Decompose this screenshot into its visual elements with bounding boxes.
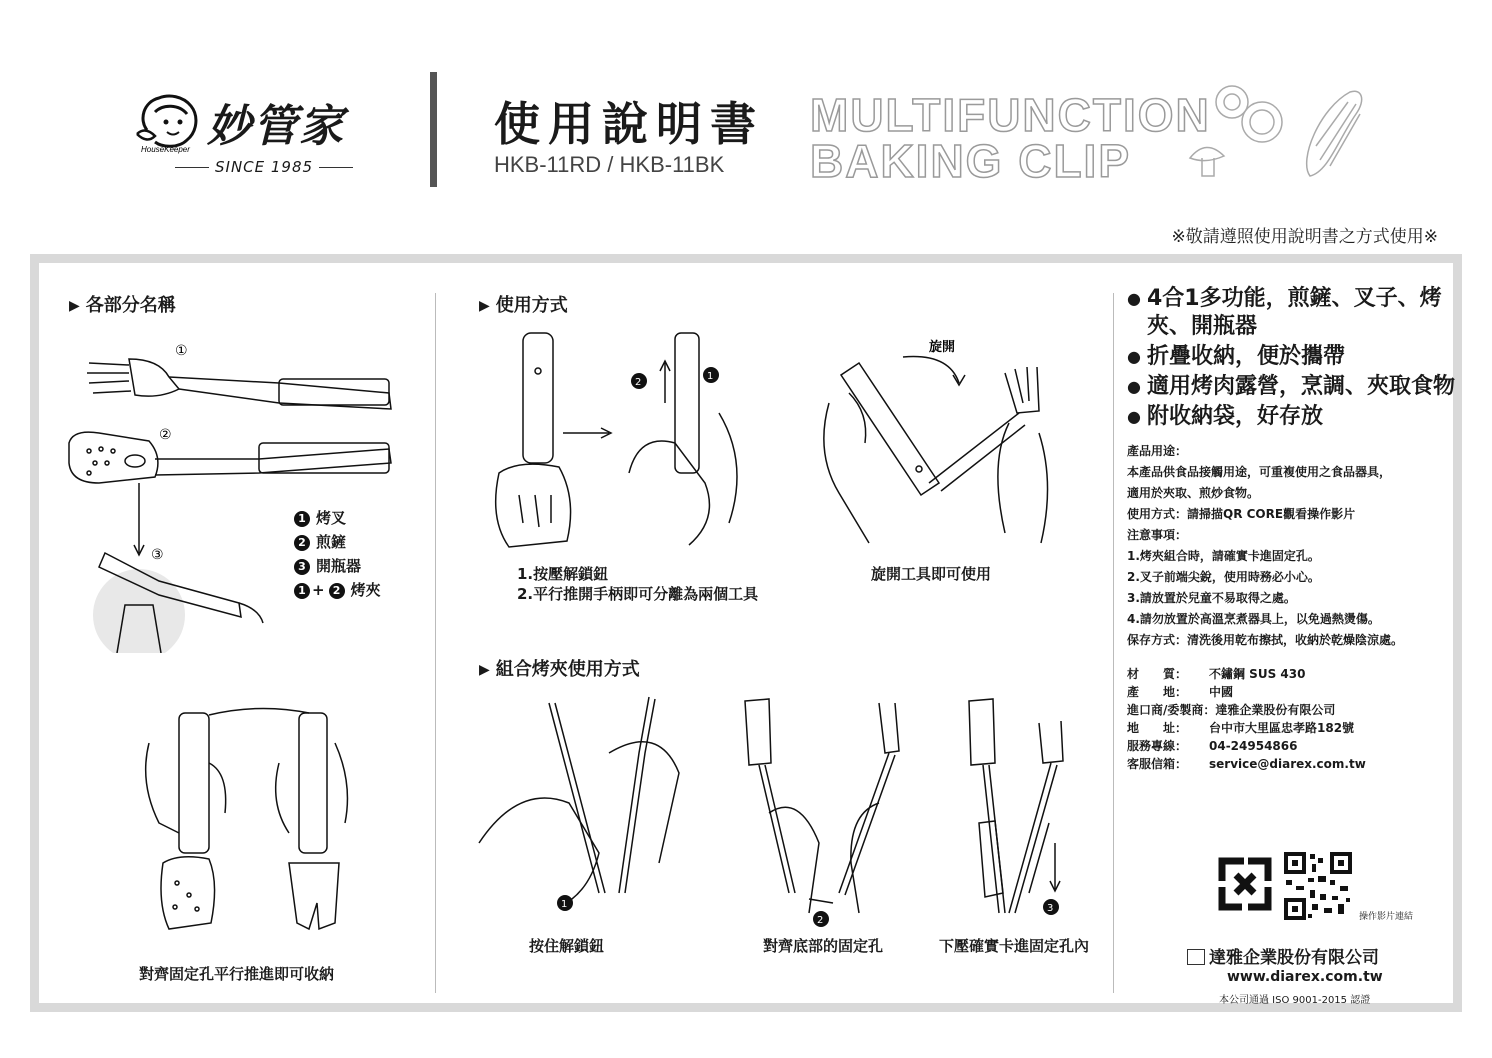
align-hole-caption: 對齊底部的固定孔 <box>763 937 884 955</box>
product-name-en <box>810 89 1211 187</box>
hold-unlock-caption: 按住解鎖鈕 <box>529 937 605 955</box>
column-divider-left <box>435 293 436 993</box>
feature-item: ● 適用烤肉露營，烹調、夾取食物 <box>1127 373 1457 401</box>
info-line: 2.叉子前端尖銳，使用時務必小心。 <box>1127 570 1320 584</box>
feature-list <box>1127 285 1457 431</box>
part-item-tongs: 1 + 2 烤夾 <box>294 578 381 602</box>
instruction-panel <box>30 254 1462 1012</box>
info-line: 適用於夾取、煎炒食物。 <box>1127 486 1260 500</box>
svg-text:1: 1 <box>561 899 568 910</box>
brand-logo <box>135 82 375 182</box>
qr-caption: 操作影片連結 <box>1359 912 1414 922</box>
press-lock-illustration <box>939 693 1109 923</box>
website-link[interactable]: www.diarex.com.tw <box>1227 969 1383 985</box>
header-divider <box>430 72 437 187</box>
unlock-step-2: 2.平行推開手柄即可分離為兩個工具 <box>517 585 759 603</box>
svg-text:2: 2 <box>635 377 642 388</box>
product-name-line1: MULTIFUNCTION <box>810 89 1211 141</box>
rotate-illustration <box>809 333 1099 553</box>
model-number: HKB-11RD / HKB-11BK <box>494 152 725 177</box>
spec-list <box>1127 665 1457 773</box>
storage-caption: 對齊固定孔平行推進即可收納 <box>139 965 335 983</box>
callout-2: ② <box>159 427 172 443</box>
info-line: 產品用途： <box>1127 444 1188 458</box>
company-logo-icon <box>1187 949 1205 965</box>
part-item-opener: 3 開瓶器 <box>294 554 381 578</box>
rotate-label: 旋開 <box>929 340 956 355</box>
brand-name: 妙管家 <box>207 101 345 152</box>
info-line: 1.烤夾組合時，請確實卡進固定孔。 <box>1127 549 1320 563</box>
food-doodle-icon <box>1180 80 1370 190</box>
press-lock-caption: 下壓確實卡進固定孔內 <box>939 937 1090 955</box>
svg-text:3: 3 <box>1047 903 1054 914</box>
feature-item: ● 附收納袋，好存放 <box>1127 403 1457 431</box>
info-line: 注意事項： <box>1127 528 1188 542</box>
part-item-spatula: 2 煎鏟 <box>294 530 381 554</box>
qr-code-icon[interactable] <box>1284 852 1352 920</box>
usage-section-title: ▶ 使用方式 <box>479 291 568 317</box>
brand-en: HouseKeeper <box>141 145 190 154</box>
spec-row: 產 地： 中國 <box>1127 685 1234 699</box>
spec-row: 地 址： 台中市大里區忠孝路182號 <box>1127 721 1355 735</box>
spec-row: 進口商/委製商：達雅企業股份有限公司 <box>1127 703 1336 717</box>
usage-info <box>1127 441 1457 651</box>
feature-item: ● 折疊收納，便於攜帶 <box>1127 343 1457 371</box>
info-line: 3.請放置於兒童不易取得之處。 <box>1127 591 1296 605</box>
spec-row: 服務專線： 04-24954866 <box>1127 739 1298 753</box>
hold-unlock-illustration <box>459 693 709 923</box>
product-info-column <box>1127 285 1457 1006</box>
column-divider-right <box>1113 293 1114 993</box>
info-line: 使用方式：請掃描QR CORE觀看操作影片 <box>1127 507 1356 521</box>
parts-legend <box>294 506 381 602</box>
spec-row: 材 質： 不鏽鋼 SUS 430 <box>1127 667 1306 681</box>
callout-3: ③ <box>151 547 164 563</box>
service-email-link: service@diarex.com.tw <box>1209 757 1366 771</box>
combo-section-title: ▶ 組合烤夾使用方式 <box>479 655 640 681</box>
info-line: 本產品供食品接觸用途，可重複使用之食品器具， <box>1127 465 1392 479</box>
manual-title: 使用說明書 <box>494 97 764 151</box>
since-label: SINCE 1985 <box>169 158 359 176</box>
header <box>0 0 1492 250</box>
parts-illustration <box>59 333 419 653</box>
iso-certification: 本公司通過 ISO 9001-2015 認證 <box>1219 995 1371 1006</box>
part-item-fork: 1 烤叉 <box>294 506 381 530</box>
housekeeper-face-icon <box>135 90 205 154</box>
company-name: 達雅企業股份有限公司 <box>1187 943 1379 968</box>
storage-illustration <box>139 703 379 953</box>
info-line: 保存方式：清洗後用乾布擦拭，收納於乾燥陰涼處。 <box>1127 633 1404 647</box>
callout-1: ① <box>175 343 188 359</box>
unlock-step-1: 1.按壓解鎖鈕 <box>517 565 609 583</box>
product-name-line2: BAKING CLIP <box>810 135 1131 187</box>
rotate-caption: 旋開工具即可使用 <box>871 565 992 583</box>
spec-row[interactable]: 客服信箱： service@diarex.com.tw <box>1127 757 1366 771</box>
align-hole-illustration <box>729 693 919 933</box>
parts-section-title: ▶ 各部分名稱 <box>69 291 176 317</box>
svg-text:1: 1 <box>707 371 714 382</box>
recycle-icon <box>1214 853 1276 915</box>
usage-notice: ※敬請遵照使用說明書之方式使用※ <box>1171 227 1438 247</box>
svg-text:2: 2 <box>817 915 824 926</box>
unlock-illustration <box>479 323 779 553</box>
info-line: 4.請勿放置於高溫烹煮器具上，以免過熱燙傷。 <box>1127 612 1380 626</box>
feature-item: ● 4合1多功能，煎鏟、叉子、烤夾、開瓶器 <box>1127 285 1457 341</box>
